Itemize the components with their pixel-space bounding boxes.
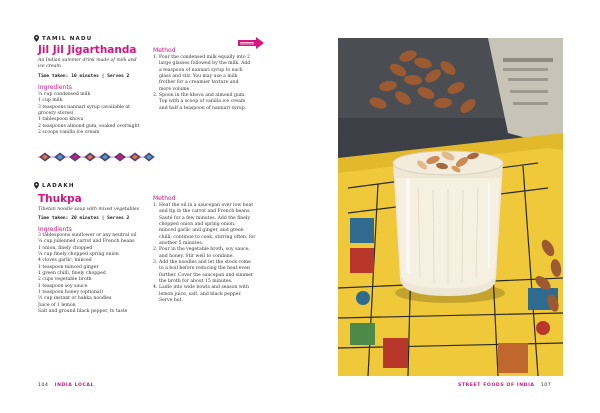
recipe1-method-heading: Method [153, 47, 176, 54]
list-item: 1 green chilli, finely chopped [38, 271, 106, 277]
step-text: Pour in the vegetable broth, soy sauce, [159, 247, 250, 253]
list-item: Juice of 1 lemon [38, 302, 76, 308]
recipe2-ingredients-list [38, 233, 136, 315]
step-text: large glasses followed by the milk. Add [159, 61, 251, 67]
list-item: 2 teaspoons almond gum, soaked overnight [38, 123, 140, 129]
list-item: ¼ cup finely chopped spring onion [38, 252, 119, 258]
step-text: Sauté for a few minutes. Add the finely [159, 215, 251, 221]
jigarthanda-photo [338, 38, 563, 376]
step-text: Heat the oil in a saucepan over low heat [159, 203, 254, 208]
recipe1-ingredients-list [38, 92, 139, 136]
step-text: further. Cover the saucepan and simmer [159, 272, 254, 278]
left-page-number: 104 [38, 383, 49, 388]
step-text: the broth for about 15 minutes. [159, 279, 233, 285]
list-item: Salt and ground black pepper, to taste [38, 309, 128, 315]
step-text: Serve hot. [159, 298, 183, 304]
arrow-ornament-icon [238, 37, 264, 49]
subtitle-line: ice cream [38, 64, 61, 69]
step-number: 1. [153, 203, 158, 208]
location-pin-icon [34, 35, 39, 42]
step-text: chopped onion and spring onion, [159, 222, 236, 228]
left-footer [38, 383, 94, 388]
recipe1-region [34, 35, 92, 42]
step-text: frother for a creamier texture and [159, 80, 239, 86]
step-number: 4. [153, 285, 158, 291]
left-book-title: INDIA LOCAL [54, 383, 95, 388]
list-item: 2 cups vegetable broth [38, 277, 92, 283]
list-item: 1 tablespoon khova [38, 117, 84, 123]
recipe2-subtitle [38, 207, 139, 213]
right-page-number: 107 [540, 383, 552, 388]
step-text: Top with a scoop of vanilla ice cream [159, 99, 246, 105]
list-item: ½ cup instant or hakka noodles [38, 296, 112, 302]
step-number: 2. [153, 93, 158, 99]
recipe1-title: Jil Jil Jigarthanda [38, 44, 137, 56]
list-item: 1 cup milk [38, 98, 63, 104]
recipe1-ingredients-heading: Ingredients [38, 84, 72, 91]
recipe2-region [34, 182, 75, 189]
step-text: lemon juice, salt, and black pepper. [159, 291, 242, 297]
step-number: 1. [153, 55, 158, 60]
list-item: ¼ cup julienned carrot and French beans [38, 239, 135, 245]
subtitle-line: An Indian summer drink made of milk and [38, 58, 137, 63]
list-item: 1 teaspoon soy sauce [38, 283, 88, 289]
step-text: glass and stir. You may use a milk [159, 74, 238, 80]
step-text: another 5 minutes. [159, 241, 204, 247]
step-number: 3. [153, 260, 158, 266]
method-step-continued [153, 106, 303, 112]
recipe2-method-heading: Method [153, 195, 176, 202]
recipe2-title: Thukpa [38, 193, 82, 205]
list-item: grocery stores) [38, 111, 74, 117]
step-text: Pour the condensed milk equally into 2 [159, 55, 250, 60]
step-text: minced garlic and ginger, and green [159, 228, 244, 234]
right-book-title: STREET FOODS OF INDIA [458, 383, 535, 388]
step-text: and half a teaspoon of nannari syrup. [159, 105, 247, 111]
list-item: 1 teaspoon honey (optional) [38, 290, 103, 296]
step-text: Ladle into wide bowls and season with [159, 285, 249, 291]
step-text: to a boil before reducing the heat even [159, 266, 250, 272]
list-item: 1 teaspoon minced ginger [38, 264, 99, 270]
list-item: 3 teaspoons nannari syrup (available at [38, 104, 130, 110]
diamond-border-icon [38, 152, 155, 162]
region-label: TAMIL NADU [42, 35, 93, 42]
recipe1-meta: Time taken: 10 minutes | Serves 2 [38, 74, 130, 79]
recipe2-meta: Time taken: 20 minutes | Serves 2 [38, 216, 130, 221]
step-number: 2. [153, 247, 158, 253]
recipe2-ingredients-heading: Ingredients [38, 226, 72, 233]
step-text: and honey. Stir well to combine. [159, 253, 234, 259]
right-footer [458, 383, 551, 388]
list-item: 1 onion, finely chopped [38, 245, 93, 251]
recipe1-method-list [153, 55, 303, 112]
step-text: Add the noodles and let the stock come [159, 260, 251, 266]
list-item: 2 scoops vanilla ice cream [38, 130, 100, 136]
step-text: and tip in the carrot and French beans. [159, 209, 251, 215]
list-item: ¼ cup condensed milk [38, 92, 91, 97]
list-item: 4 cloves garlic, minced [38, 258, 92, 264]
step-text: a teaspoon of nannari syrup to each [159, 67, 243, 73]
step-text: chilli; continue to cook, stirring often, for [159, 234, 256, 240]
list-item: 3 tablespoons sunflower or any neutral oil [38, 233, 137, 238]
location-pin-icon [34, 182, 39, 189]
region-label: LADAKH [42, 182, 75, 189]
recipe1-subtitle [38, 58, 137, 70]
step-text: more volume. [159, 86, 191, 92]
step-text: Spoon in the khova and almond gum. [159, 93, 246, 99]
method-step-continued [153, 298, 303, 304]
recipe2-method-list [153, 203, 303, 305]
subtitle-line: Tibetan noodle soup with mixed vegetables [38, 207, 140, 212]
